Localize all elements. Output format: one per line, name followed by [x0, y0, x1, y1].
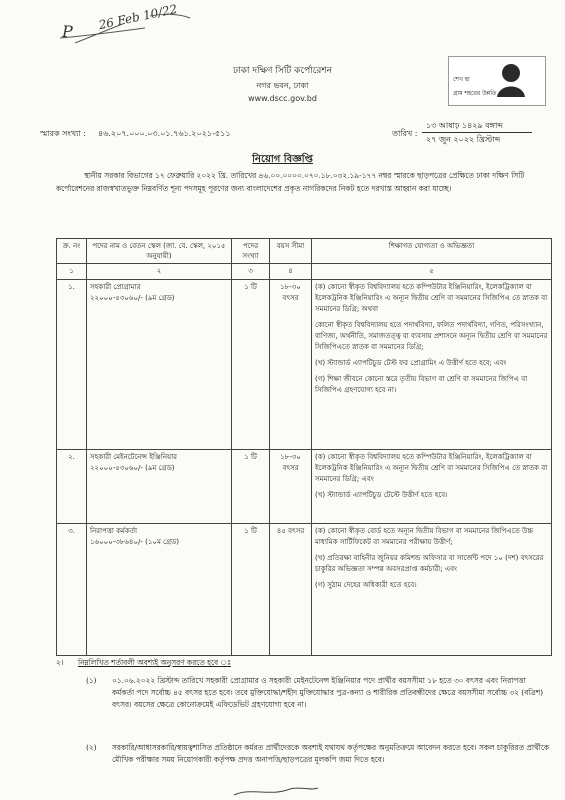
col-number: ৩	[232, 264, 270, 280]
vacancy-table	[56, 238, 552, 656]
condition-text: সরকারি/আধাসরকারি/স্বায়ত্বশাসিত প্রতিষ্ঠানে কর্মরত প্রার্থীদেরকে অবশ্যই যথাযথ কর্তৃপক্ষের অনুমতিক্রমে আবেদন করতে হবে। সকল চাকুরিরত প্রার্থীকে মৌখিক পরীক্ষার সময় নিয়োগকারী কর্তৃপক্ষ প্রদত্ত অনাপত্তি/ছাড়পত্রের মূলকপি জমা দিতে হবে।	[112, 743, 550, 764]
post-scale: ১৬০০০-৩৮৬৪০/- (১০ম গ্রেড)	[90, 538, 180, 546]
row-count: ১ টি	[232, 450, 270, 524]
post-scale: ২২০০০-৫৩০৬০/- (৯ম গ্রেড)	[90, 464, 175, 472]
row-sl: ৩.	[57, 524, 87, 656]
row-post	[87, 450, 232, 524]
row-sl: ১.	[57, 280, 87, 450]
row-sl: ২.	[57, 450, 87, 524]
memo-date-english: ২৭ জুন ২০২২ খ্রিস্টাব্দ	[426, 135, 501, 144]
header-post: পদের নাম ও বেতন স্কেল (জা. বে. স্কেল, ২০১৫ অনুযায়ী)	[87, 239, 232, 264]
qual-item: (গ) সুঠাম দেহের অধিকারী হতে হবে।	[315, 581, 417, 589]
col-number: ১	[57, 264, 87, 280]
qual-item: কোনো স্বীকৃত বিশ্ববিদ্যালয় হতে পদার্থবিদ্যা, ফলিত পদার্থবিদ্যা, গণিত, পরিসংখ্যান, বাণিজ্য, অর্থনীতি, সমাজতত্ত্ব বা ব্যবসায় প্রশাসনে অন্যূন দ্বিতীয় শ্রেণি বা সমমানের সিজিপিএতে স্নাতক বা সমমানের ডিগ্রি;	[315, 321, 548, 351]
handwritten-p: P	[62, 22, 73, 41]
memo-label: স্মারক সংখ্যা :	[40, 129, 86, 138]
col-number: ৪	[270, 264, 312, 280]
row-count: ১ টি	[232, 524, 270, 656]
row-quals	[312, 280, 552, 450]
row-age: ৪৫ বৎসর	[270, 524, 312, 656]
signature-scribble	[230, 785, 320, 799]
post-name: সহকারী প্রোগ্রামার	[90, 283, 141, 291]
header-age: বয়স সীমা	[270, 239, 312, 264]
memo-date-bangla: ১৩ আষাঢ় ১৪২৯ বঙ্গাব্দ	[426, 121, 503, 130]
qual-item: (গ) শিক্ষা জীবনে কোনো স্তরে তৃতীয় বিভাগ বা শ্রেণি বা সমমানের জিপিএ বা সিজিপিএ গ্রহণযোগ্য হবে না।	[315, 375, 528, 394]
header-count: পদের সংখ্যা	[232, 239, 270, 264]
col-number: ২	[87, 264, 232, 280]
qual-item: (খ) প্রতিরক্ষা বাহিনীর জুনিয়র কমিশন্ড অফিসার বা সার্জেন্ট পদে ১০ (দশ) বৎসরের চাকুরির অভিজ্ঞতা সম্পন্ন অবসরপ্রাপ্ত কর্মচারী; এবং	[315, 554, 544, 573]
row-count: ১ টি	[232, 280, 270, 450]
table-row	[57, 524, 552, 656]
org-name: ঢাকা দক্ষিণ সিটি কর্পোরেশন	[232, 66, 333, 76]
portrait-emblem	[448, 56, 546, 106]
qual-item: (খ) স্ট্যান্ডার্ড এ্যাপটিচুড টেস্টে উত্তীর্ণ হতে হবে।	[315, 491, 448, 499]
memo-date-divider	[422, 132, 532, 133]
table-header-row	[57, 239, 552, 264]
row-post	[87, 524, 232, 656]
header-sl: ক্র. নং	[57, 239, 87, 264]
row-age: ১৮-৩০ বৎসর	[270, 280, 312, 450]
table-number-row	[57, 264, 552, 280]
qual-item: (ক) কোনো স্বীকৃত বোর্ড হতে অন্যূন দ্বিতীয় বিভাগ বা সমমানের জিপিএতে উচ্চ মাধ্যমিক সার্টিফিকেট বা সমমানের পরীক্ষায় উত্তীর্ণ;	[315, 527, 534, 546]
conditions-sl: ২।	[56, 658, 64, 667]
post-name: সহকারী মেইনটেনেন্স ইঞ্জিনিয়ার	[90, 453, 178, 461]
header-quals: শিক্ষাগত যোগ্যতা ও অভিজ্ঞতা	[312, 239, 552, 264]
portrait-caption-2: গ্রাম শহরের উন্নতি	[453, 90, 497, 97]
condition-text: ০১.০৬.২০২২ খ্রিস্টাব্দ তারিখে সহকারী প্রোগ্রামার ও সহকারী মেইনটেনেন্স ইঞ্জিনিয়ার পদে প্রার্থীর বয়সসীমা ১৮ হতে ৩০ বৎসর এবং নিরাপত্তা কর্মকর্তা পদে সর্বোচ্চ ৪৫ বৎসর হতে হবে। তবে মুক্তিযোদ্ধা/শহীদ মুক্তিযোদ্ধার পুত্র-কন্যা ও শারীরিক প্রতিবন্ধীদের ক্ষেত্রে বয়সসীমা সর্বোচ্চ ৩২ (বত্রিশ) বৎসর। বয়সের ক্ষেত্রে কোনোক্রমেই এফিডেভিট গ্রহণযোগ্য হবে না।	[112, 676, 544, 709]
intro-paragraph: স্থানীয় সরকার বিভাগের ১৭ ফেব্রুয়ারি ২০২২ খ্রি. তারিখের ৪৬.০০.০০০০.০৭০.১৮.০৩২.১৯-১৭৭ নম্বর স্মারকে ছাড়পত্রের প্রেক্ষিতে ঢাকা দক্ষিণ সিটি কর্পোরেশনের রাজস্বখাতভুক্ত নিম্নবর্ণিত শূন্য পদসমূহ পূরণের জন্য বাংলাদেশের প্রকৃত নাগরিকদের নিকট হতে দরখাস্ত আহ্বান করা যাচ্ছে।	[56, 171, 525, 193]
row-quals	[312, 524, 552, 656]
org-address: নগর ভবন, ঢাকা	[256, 81, 309, 90]
post-scale: ২২০০০-৫৩০৬০/- (৯ম গ্রেড)	[90, 294, 175, 302]
row-age: ১৮-৩০ বৎসর	[270, 450, 312, 524]
conditions-title: নিম্নলিখিত শর্তাবলী অবশ্যই অনুসরণ করতে হবে ঃ	[78, 658, 232, 667]
row-post	[87, 280, 232, 450]
condition-number: (১)	[86, 676, 97, 685]
condition-number: (২)	[86, 743, 97, 752]
table-row	[57, 450, 552, 524]
table-row	[57, 280, 552, 450]
handwritten-date: 26 Feb 10/22	[97, 1, 179, 33]
row-quals	[312, 450, 552, 524]
qual-item: (ক) কোনো স্বীকৃত বিশ্ববিদ্যালয় হতে কম্পিউটার ইঞ্জিনিয়ারিং, ইলেকট্রিক্যাল বা ইলেকট্রনিক ইঞ্জিনিয়ারিং এ অন্যূন দ্বিতীয় শ্রেণি বা সমমানের সিজিপিএ তে স্নাতক বা সমমানের ডিগ্রি; অথবা	[315, 283, 548, 313]
org-website: www.dscc.gov.bd	[248, 94, 317, 103]
col-number: ৫	[312, 264, 552, 280]
qual-item: (খ) স্ট্যান্ডার্ড এ্যাপটিচুড টেস্ট ফর প্রোগ্রামিং এ উত্তীর্ণ হতে হবে; এবং	[315, 359, 507, 367]
post-name: নিরাপত্তা কর্মকর্তা	[90, 527, 138, 535]
portrait-caption-1: শেখ হা	[453, 76, 470, 83]
memo-number: ৪৬.২০৭.০০০.০৩.০১.৭৬১.২০২১-৫১১	[98, 129, 231, 138]
qual-item: (ক) কোনো স্বীকৃত বিশ্ববিদ্যালয় হতে কম্পিউটার ইঞ্জিনিয়ারিং, ইলেকট্রিক্যাল বা ইলেকট্রনিক ইঞ্জিনিয়ারিং এ অন্যূন দ্বিতীয় শ্রেণি বা সমমানের সিজিপিএ তে স্নাতক বা সমমানের ডিগ্রি; এবং	[315, 453, 548, 483]
page-title: নিয়োগ বিজ্ঞপ্তি	[252, 154, 313, 165]
handwriting-scribble	[55, 8, 195, 48]
memo-date-label: তারিখ :	[392, 129, 418, 138]
